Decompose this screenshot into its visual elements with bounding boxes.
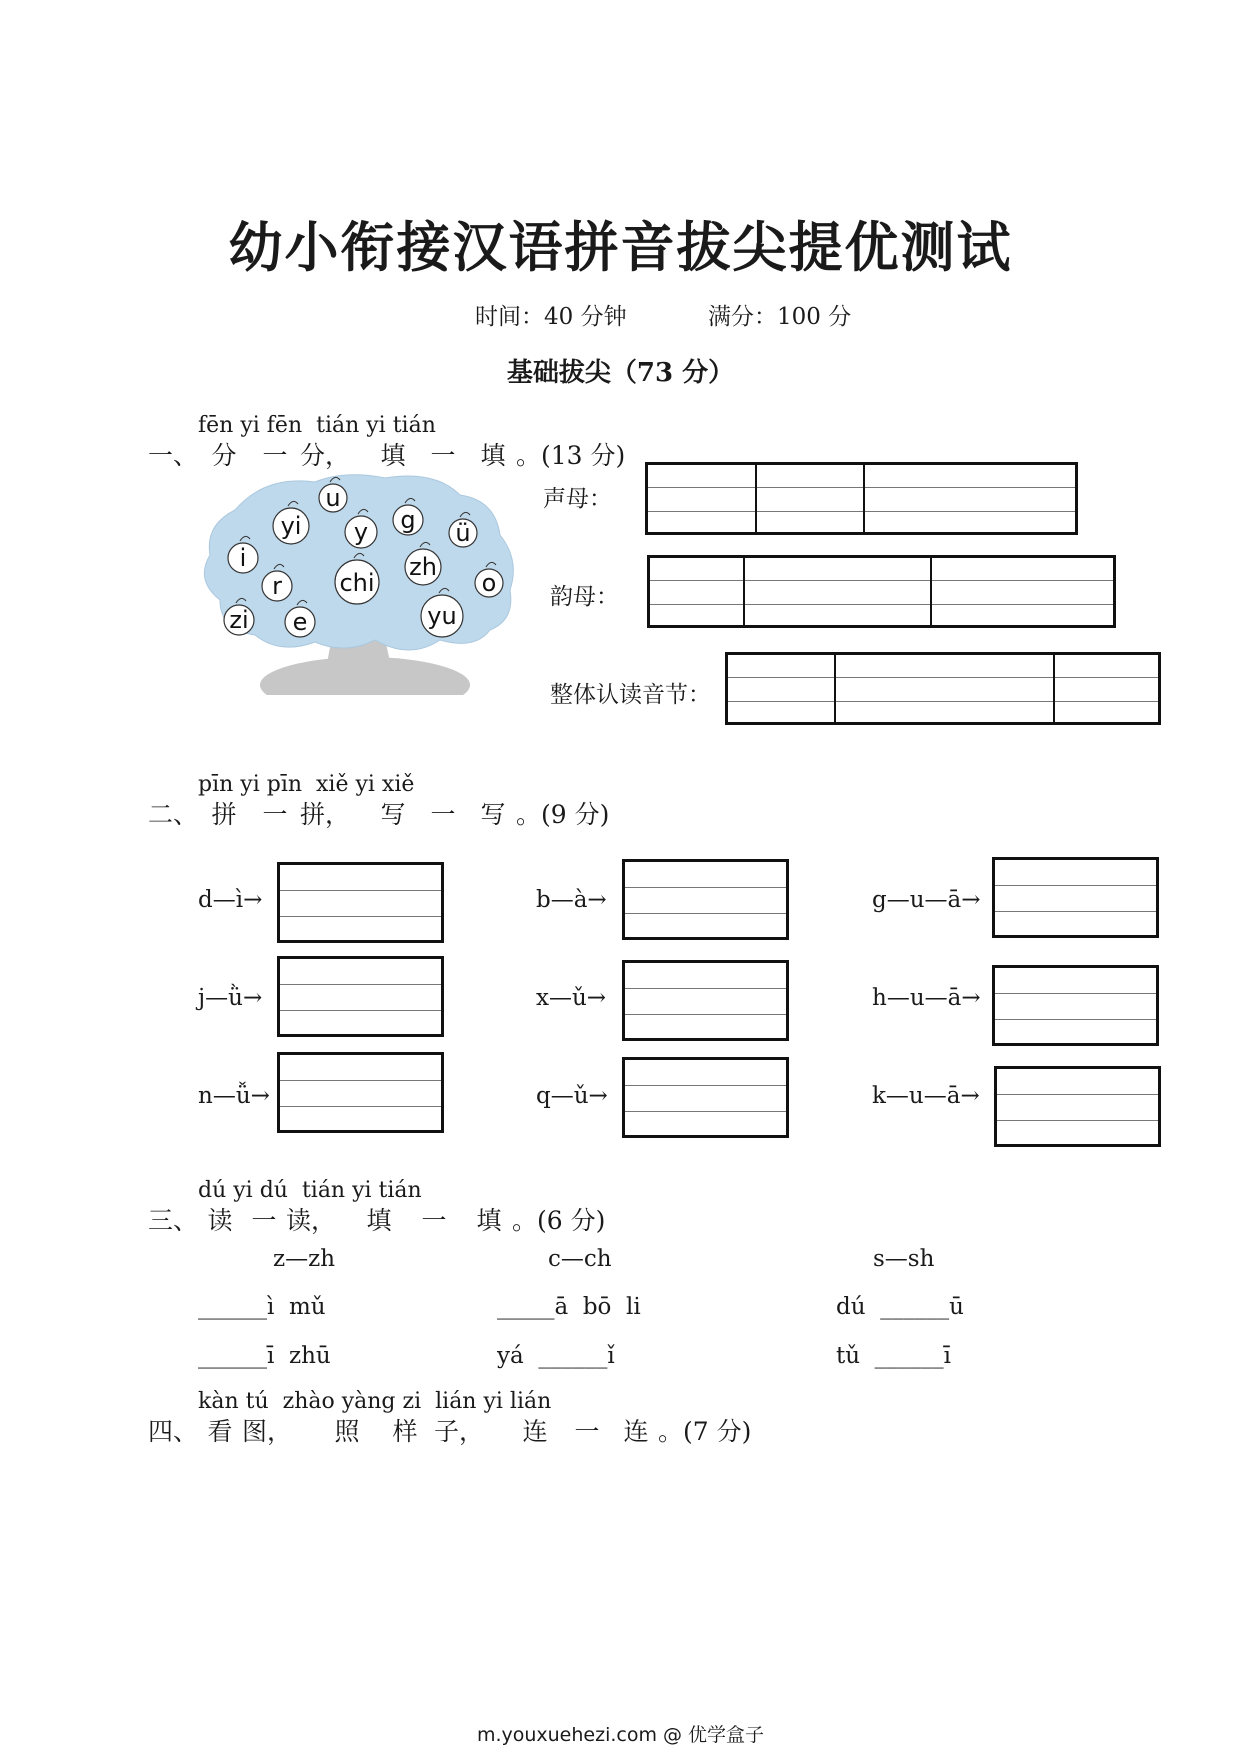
spell-item: n—ǚ→ [198, 1083, 270, 1109]
spell-item: g—u—ā→ [872, 887, 981, 913]
q2-number: 二、 [148, 800, 199, 829]
fill-item[interactable]: dú ______ū [836, 1294, 964, 1320]
q3-char: 填 [366, 1206, 392, 1235]
spell-item: k—u—ā→ [872, 1083, 980, 1109]
fill-item[interactable]: tǔ ______ī [836, 1343, 952, 1369]
q4-char: 图， [242, 1417, 293, 1446]
apple-label: u [325, 484, 341, 512]
spell-answer-box[interactable] [622, 1057, 789, 1138]
q4-char: 照 [334, 1417, 360, 1446]
fill-item[interactable]: ______ī zhū [198, 1343, 331, 1369]
spell-answer-box[interactable] [994, 1066, 1161, 1147]
q3-number: 三、 [148, 1206, 199, 1235]
q3-char: 读 [207, 1206, 233, 1235]
q4-score: 。(7 分) [658, 1417, 752, 1446]
pair-heading: z—zh [273, 1246, 336, 1272]
spell-answer-box[interactable] [277, 862, 444, 943]
apple-label: zi [229, 606, 249, 634]
q4-char: 一 [574, 1417, 600, 1446]
q1-char: 一 [430, 441, 456, 470]
spell-item: q—ǔ→ [536, 1083, 608, 1109]
q4-number: 四、 [148, 1417, 199, 1446]
q2-heading [148, 795, 609, 831]
q3-char: 一 [421, 1206, 447, 1235]
q3-score: 。(6 分) [512, 1206, 606, 1235]
q2-char: 写 [480, 800, 506, 829]
spell-item: h—u—ā→ [872, 985, 981, 1011]
yunmu-answer-box[interactable] [647, 555, 1116, 628]
q3-char: 读， [286, 1206, 337, 1235]
fill-item[interactable]: yá ______ǐ [497, 1343, 615, 1369]
spell-answer-box[interactable] [277, 1052, 444, 1133]
apple-label: o [481, 569, 497, 597]
fill-item[interactable]: ______ì mǔ [198, 1294, 326, 1320]
apple-label: zh [409, 553, 437, 581]
apple-label: ü [455, 519, 471, 547]
zhengti-label: 整体认读音节： [550, 682, 711, 708]
q4-pinyin: kàn tú zhào yàng zi lián yi lián [198, 1389, 552, 1414]
shengmu-label: 声母： [543, 486, 612, 512]
page-title: 幼小衔接汉语拼音拔尖提优测试 [228, 215, 1013, 279]
q3-char: 填 [476, 1206, 502, 1235]
q2-pinyin: pīn yi pīn xiě yi xiě [198, 772, 415, 797]
q4-char: 样 [392, 1417, 418, 1446]
q1-char: 填 [380, 441, 406, 470]
apple-label: e [292, 608, 308, 636]
section-title: 基础拔尖（73 分） [506, 358, 735, 388]
spell-item: j—ǜ→ [198, 985, 263, 1011]
q1-char: 填 [480, 441, 506, 470]
spell-item: x—ǔ→ [536, 985, 607, 1011]
q4-char: 看 [207, 1417, 233, 1446]
q4-char: 连 [623, 1417, 649, 1446]
full-score: 满分：100 分 [708, 304, 852, 330]
shengmu-answer-box[interactable] [645, 462, 1078, 535]
q1-char: 分 [211, 441, 237, 470]
apple-label: yu [427, 602, 457, 630]
spell-answer-box[interactable] [622, 859, 789, 940]
q1-score: 。(13 分) [516, 441, 626, 470]
q3-heading [148, 1201, 605, 1237]
apple-label: chi [339, 569, 375, 597]
apple-label: r [272, 572, 282, 600]
q2-score: 。(9 分) [516, 800, 610, 829]
q1-char: 分， [300, 441, 351, 470]
q4-char: 子， [434, 1417, 485, 1446]
footer-link[interactable]: m.youxuehezi.com @ 优学盒子 [476, 1724, 765, 1746]
spell-answer-box[interactable] [992, 965, 1159, 1046]
spell-item: d—ì→ [198, 887, 263, 913]
zhengti-answer-box[interactable] [725, 652, 1161, 725]
spell-answer-box[interactable] [622, 960, 789, 1041]
time-limit: 时间：40 分钟 [475, 304, 627, 330]
apple-label: y [353, 518, 369, 546]
apple-label: yi [280, 512, 302, 540]
apple-label: i [239, 544, 247, 572]
q4-heading [148, 1412, 751, 1448]
q1-number: 一、 [148, 441, 199, 470]
spell-answer-box[interactable] [277, 956, 444, 1037]
q2-char: 拼 [211, 800, 237, 829]
q1-pinyin: fēn yi fēn tián yi tián [198, 413, 436, 438]
apple-tree-illustration [195, 470, 525, 695]
q2-char: 写 [380, 800, 406, 829]
spell-answer-box[interactable] [992, 857, 1159, 938]
pair-heading: c—ch [548, 1246, 612, 1272]
fill-item[interactable]: _____ā bō li [497, 1294, 641, 1320]
q1-heading [148, 436, 625, 472]
q3-char: 一 [251, 1206, 277, 1235]
q3-pinyin: dú yi dú tián yi tián [198, 1178, 422, 1203]
q4-char: 连 [522, 1417, 548, 1446]
pair-heading: s—sh [873, 1246, 935, 1272]
yunmu-label: 韵母： [550, 584, 619, 610]
q2-char: 一 [430, 800, 456, 829]
q2-char: 拼， [300, 800, 351, 829]
apple-label: g [400, 506, 416, 534]
q1-char: 一 [262, 441, 288, 470]
spell-item: b—à→ [536, 887, 607, 913]
q2-char: 一 [262, 800, 288, 829]
